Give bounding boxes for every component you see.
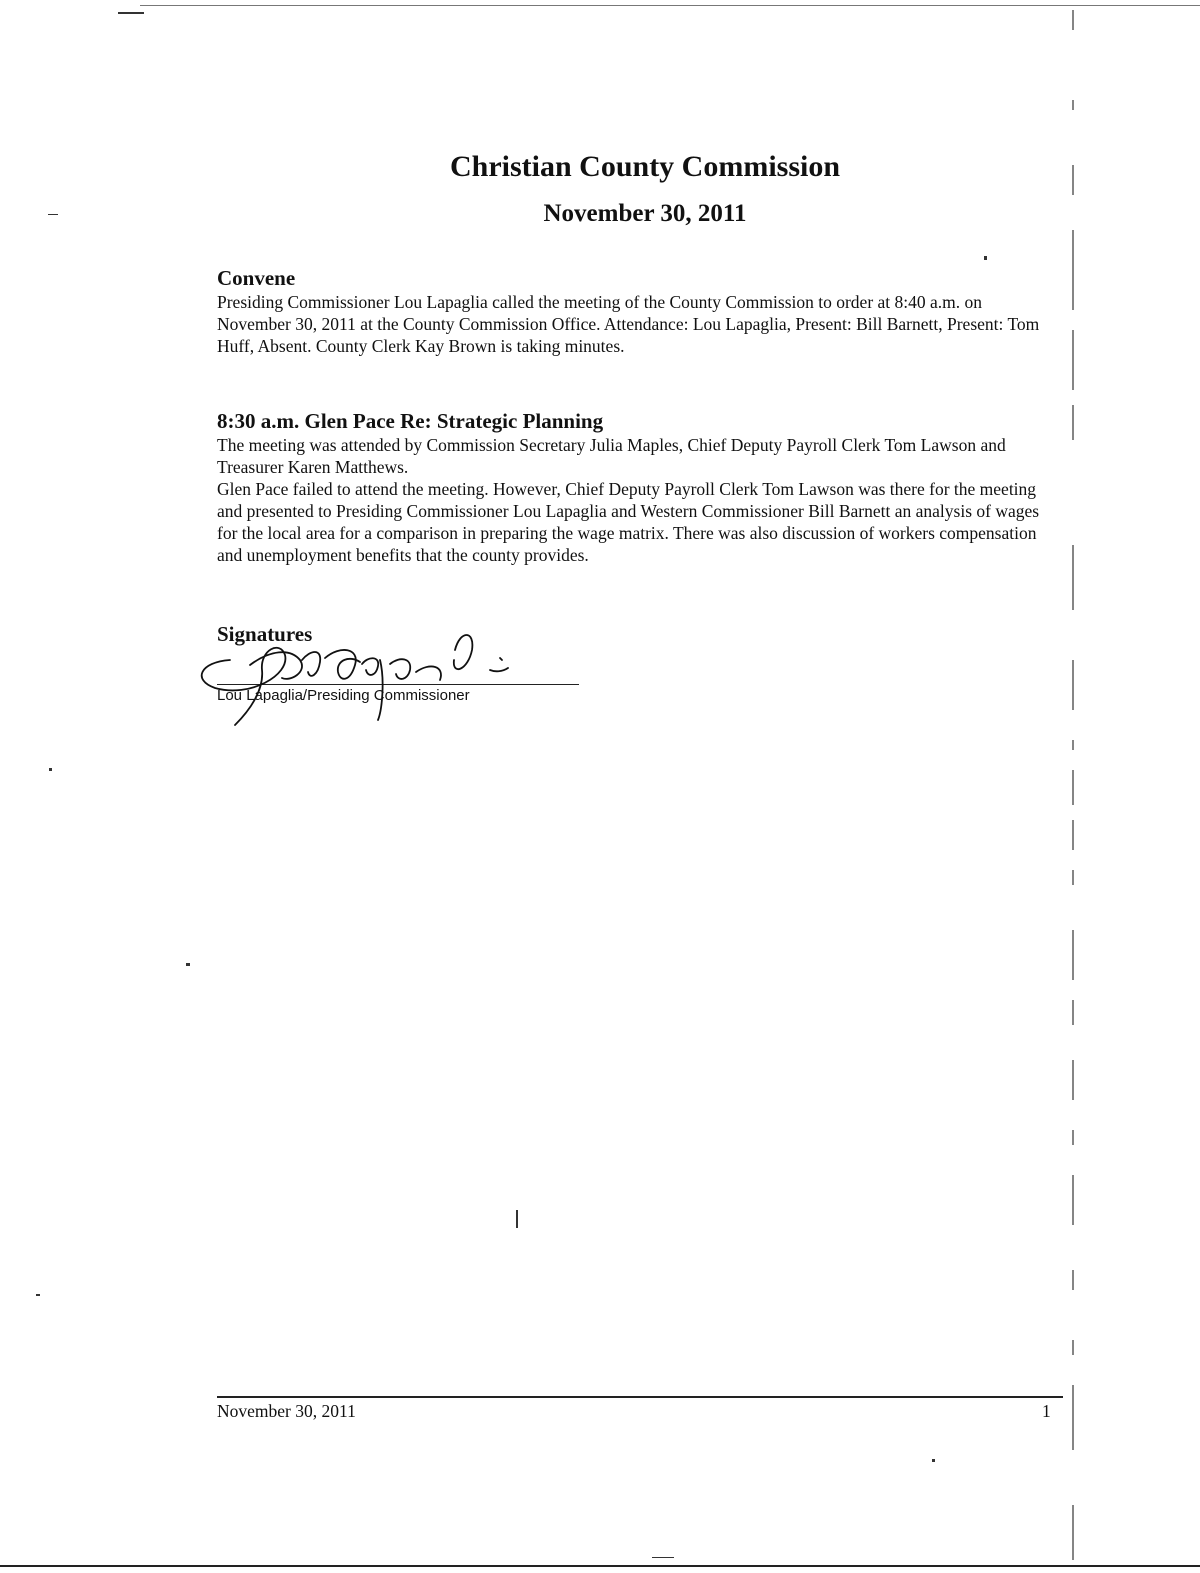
scan-right-edge: [1068, 0, 1080, 1573]
scan-speck: [36, 1294, 40, 1296]
footer-date: November 30, 2011: [217, 1401, 356, 1421]
scan-top-edge: [140, 5, 1200, 6]
document-date: November 30, 2011: [543, 200, 747, 227]
signer-caption: Lou Lapaglia/Presiding Commissioner: [217, 687, 470, 704]
document-title: Christian County Commission: [449, 150, 841, 183]
scan-bottom-edge: [0, 1565, 1200, 1567]
section-paragraph: Presiding Commissioner Lou Lapaglia called the meeting of the County Commission to order at 8:40 a.m. on November 30, 2011 at the County Commission Office. Attendance: Lou Lapaglia, Present: Bill Barnett, Present: Tom Huff, Absent. County Clerk Kay Brown is taking minutes.: [217, 292, 1040, 356]
section-heading: 8:30 a.m. Glen Pace Re: Strategic Planning: [217, 409, 604, 433]
section-paragraph: Glen Pace failed to attend the meeting. However, Chief Deputy Payroll Clerk Tom Lawson was there for the meeting and presented to Presiding Commissioner Lou Lapaglia and Western Commissioner Bill Barnett an analysis of wages for the local area for a comparison in preparing the wage matrix. There was also discussion of workers compensation and unemployment benefits that the county provides.: [217, 479, 1040, 565]
scan-speck: [516, 1210, 518, 1228]
section-paragraph: The meeting was attended by Commission Secretary Julia Maples, Chief Deputy Payroll Clerk Tom Lawson and Treasurer Karen Matthews.: [217, 435, 1006, 477]
section-strategic-planning: [217, 408, 1057, 566]
handwritten-signature: [190, 620, 530, 730]
scan-speck: [118, 12, 144, 14]
scan-speck: [652, 1557, 674, 1558]
page-number: 1: [1042, 1401, 1051, 1421]
section-heading: Convene: [217, 266, 296, 290]
footer-rule: [217, 1396, 1063, 1398]
scan-speck: [984, 256, 987, 260]
section-heading: Signatures: [217, 622, 313, 646]
scan-speck: [186, 963, 190, 966]
scan-speck: [932, 1459, 935, 1462]
scan-speck: [48, 214, 58, 215]
section-convene: [217, 265, 1057, 357]
scan-speck: [49, 768, 52, 771]
